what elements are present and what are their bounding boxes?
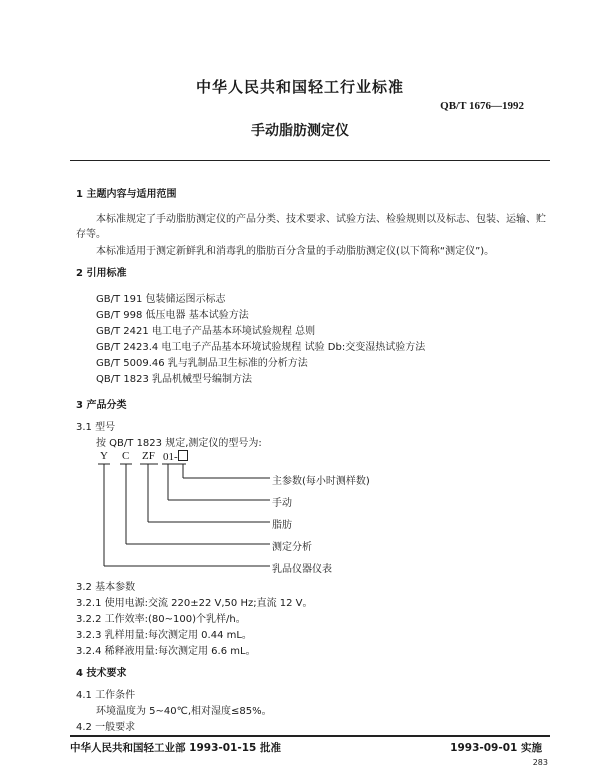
model-label-analysis: 测定分析 bbox=[272, 542, 312, 553]
section-4-heading: 4 技术要求 bbox=[76, 668, 127, 679]
section-4-2-heading: 4.2 一般要求 bbox=[76, 722, 136, 733]
reference-item: GB/T 5009.46 乳与乳制品卫生标准的分析方法 bbox=[96, 358, 308, 369]
section-1-paragraph-1-line-2: 存等。 bbox=[76, 229, 106, 240]
model-code-letter-c: C bbox=[122, 450, 130, 462]
section-1-heading: 1 主题内容与适用范围 bbox=[76, 189, 177, 200]
section-3-1-heading: 3.1 型号 bbox=[76, 422, 116, 433]
section-4-1-heading: 4.1 工作条件 bbox=[76, 690, 136, 701]
reference-item: GB/T 2423.4 电工电子产品基本环境试验规程 试验 Db:交变湿热试验方法 bbox=[96, 342, 426, 353]
standard-code: QB/T 1676—1992 bbox=[440, 100, 524, 112]
page-number: 283 bbox=[532, 758, 548, 767]
model-code-letter-zf: ZF bbox=[142, 450, 155, 462]
parameter-item: 3.2.4 稀释液用量:每次测定用 6.6 mL。 bbox=[76, 646, 256, 657]
model-code-letter-y: Y bbox=[100, 450, 108, 462]
section-3-heading: 3 产品分类 bbox=[76, 400, 127, 411]
model-label-main-parameter: 主参数(每小时测样数) bbox=[272, 476, 370, 487]
section-2-heading: 2 引用标准 bbox=[76, 268, 127, 279]
model-label-dairy-instrument: 乳品仪器仪表 bbox=[272, 564, 332, 575]
model-label-manual: 手动 bbox=[272, 498, 292, 509]
effective-date: 1993-09-01 实施 bbox=[450, 742, 542, 754]
section-3-1-text: 按 QB/T 1823 规定,测定仪的型号为: bbox=[96, 438, 262, 449]
standard-title: 中华人民共和国轻工行业标准 bbox=[195, 78, 404, 96]
reference-item: GB/T 998 低压电器 基本试验方法 bbox=[96, 310, 249, 321]
parameter-item: 3.2.3 乳样用量:每次测定用 0.44 mL。 bbox=[76, 630, 252, 641]
section-1-paragraph-2: 本标准适用于测定新鲜乳和消毒乳的脂肪百分含量的手动脂肪测定仪(以下简称“测定仪”)。 bbox=[96, 246, 495, 257]
model-label-fat: 脂肪 bbox=[272, 520, 292, 531]
parameter-item: 3.2.1 使用电源:交流 220±22 V,50 Hz;直流 12 V。 bbox=[76, 598, 313, 609]
approval-line: 中华人民共和国轻工业部 1993-01-15 批准 bbox=[70, 742, 281, 754]
document-title: 手动脂肪测定仪 bbox=[251, 123, 349, 139]
section-1-paragraph-1-line-1: 本标准规定了手动脂肪测定仪的产品分类、技术要求、试验方法、检验规则以及标志、包装、运输、贮 bbox=[96, 214, 546, 225]
footer-rule bbox=[70, 735, 550, 737]
model-code-number-text: 01- bbox=[163, 451, 178, 463]
section-3-2-heading: 3.2 基本参数 bbox=[76, 582, 136, 593]
reference-item: QB/T 1823 乳品机械型号编制方法 bbox=[96, 374, 253, 385]
section-4-1-text: 环境温度为 5~40℃,相对湿度≤85%。 bbox=[96, 706, 272, 717]
reference-item: GB/T 2421 电工电子产品基本环境试验规程 总则 bbox=[96, 326, 316, 337]
reference-item: GB/T 191 包装储运图示标志 bbox=[96, 294, 226, 305]
parameter-item: 3.2.2 工作效率:(80~100)个乳样/h。 bbox=[76, 614, 246, 625]
